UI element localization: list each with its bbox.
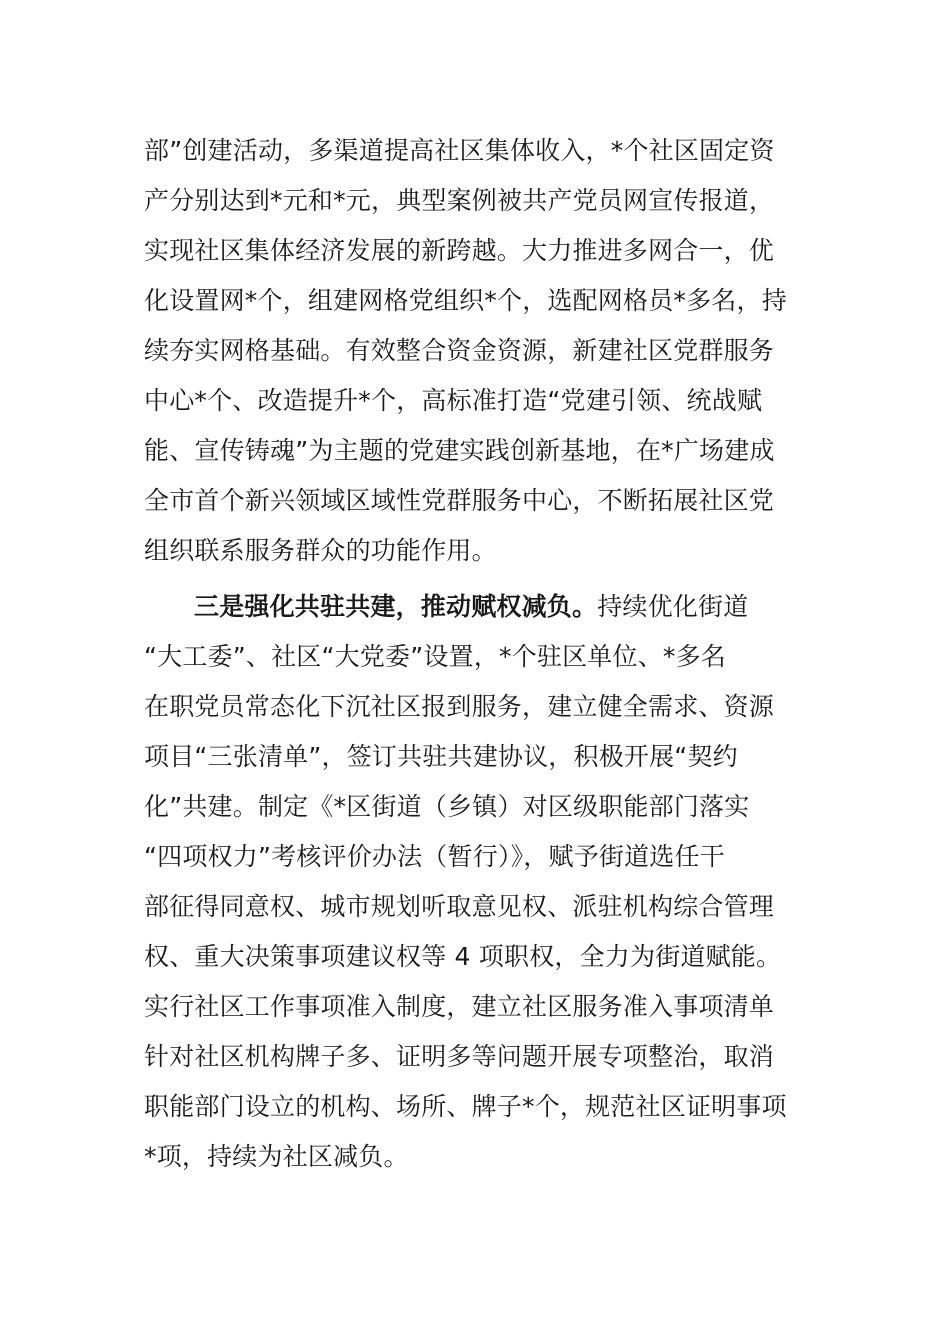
text-line: 产分别达到*元和*元，典型案例被共产党员网宣传报道， <box>144 186 775 215</box>
text-line: “大工委”、社区“大党委”设置，*个驻区单位、*多名 <box>144 642 727 671</box>
paragraph-first-line <box>144 582 808 632</box>
text-line: 能、宣传铸魂”为主题的党建实践创新基地，在*广场建成 <box>144 436 775 465</box>
text-line: 化”共建。制定《*区街道（乡镇）对区级职能部门落实 <box>144 792 750 821</box>
text-line: 组织联系服务群众的功能作用。 <box>144 536 497 565</box>
text-line: 中心*个、改造提升*个，高标准打造“党建引领、统战赋 <box>144 386 763 415</box>
text-line: “四项权力”考核评价办法（暂行）》，赋予街道选任干 <box>144 842 725 871</box>
text-line: 化设置网*个，组建网格党组织*个，选配网格员*多名，持 <box>144 286 787 315</box>
text-line: 部”创建活动，多渠道提高社区集体收入，*个社区固定资 <box>144 136 775 165</box>
paragraph-2 <box>144 582 808 1182</box>
paragraph-heading: 三是强化共驻共建，推动赋权减负。 <box>194 592 598 621</box>
text-line: 实现社区集体经济发展的新跨越。大力推进多网合一，优 <box>144 236 775 265</box>
text-line: 在职党员常态化下沉社区报到服务，建立健全需求、资源 <box>144 692 775 721</box>
text-line: 实行社区工作事项准入制度，建立社区服务准入事项清单 <box>144 992 775 1021</box>
paragraph-1 <box>144 126 808 576</box>
text-line: *项，持续为社区减负。 <box>144 1142 409 1171</box>
text-line: 职能部门设立的机构、场所、牌子*个，规范社区证明事项 <box>144 1092 787 1121</box>
text-line: 项目“三张清单”，签订共驻共建协议，积极开展“契约 <box>144 742 738 771</box>
text-line: 部征得同意权、城市规划听取意见权、派驻机构综合管理 <box>144 892 775 921</box>
text-run: 持续优化街道 <box>597 592 749 621</box>
text-line: 全市首个新兴领域区域性党群服务中心，不断拓展社区党 <box>144 486 775 515</box>
text-line: 权、重大决策事项建议权等 4 项职权，全力为街道赋能。 <box>144 942 782 971</box>
text-line: 续夯实网格基础。有效整合资金资源，新建社区党群服务 <box>144 336 775 365</box>
text-line: 针对社区机构牌子多、证明多等问题开展专项整治，取消 <box>144 1042 775 1071</box>
